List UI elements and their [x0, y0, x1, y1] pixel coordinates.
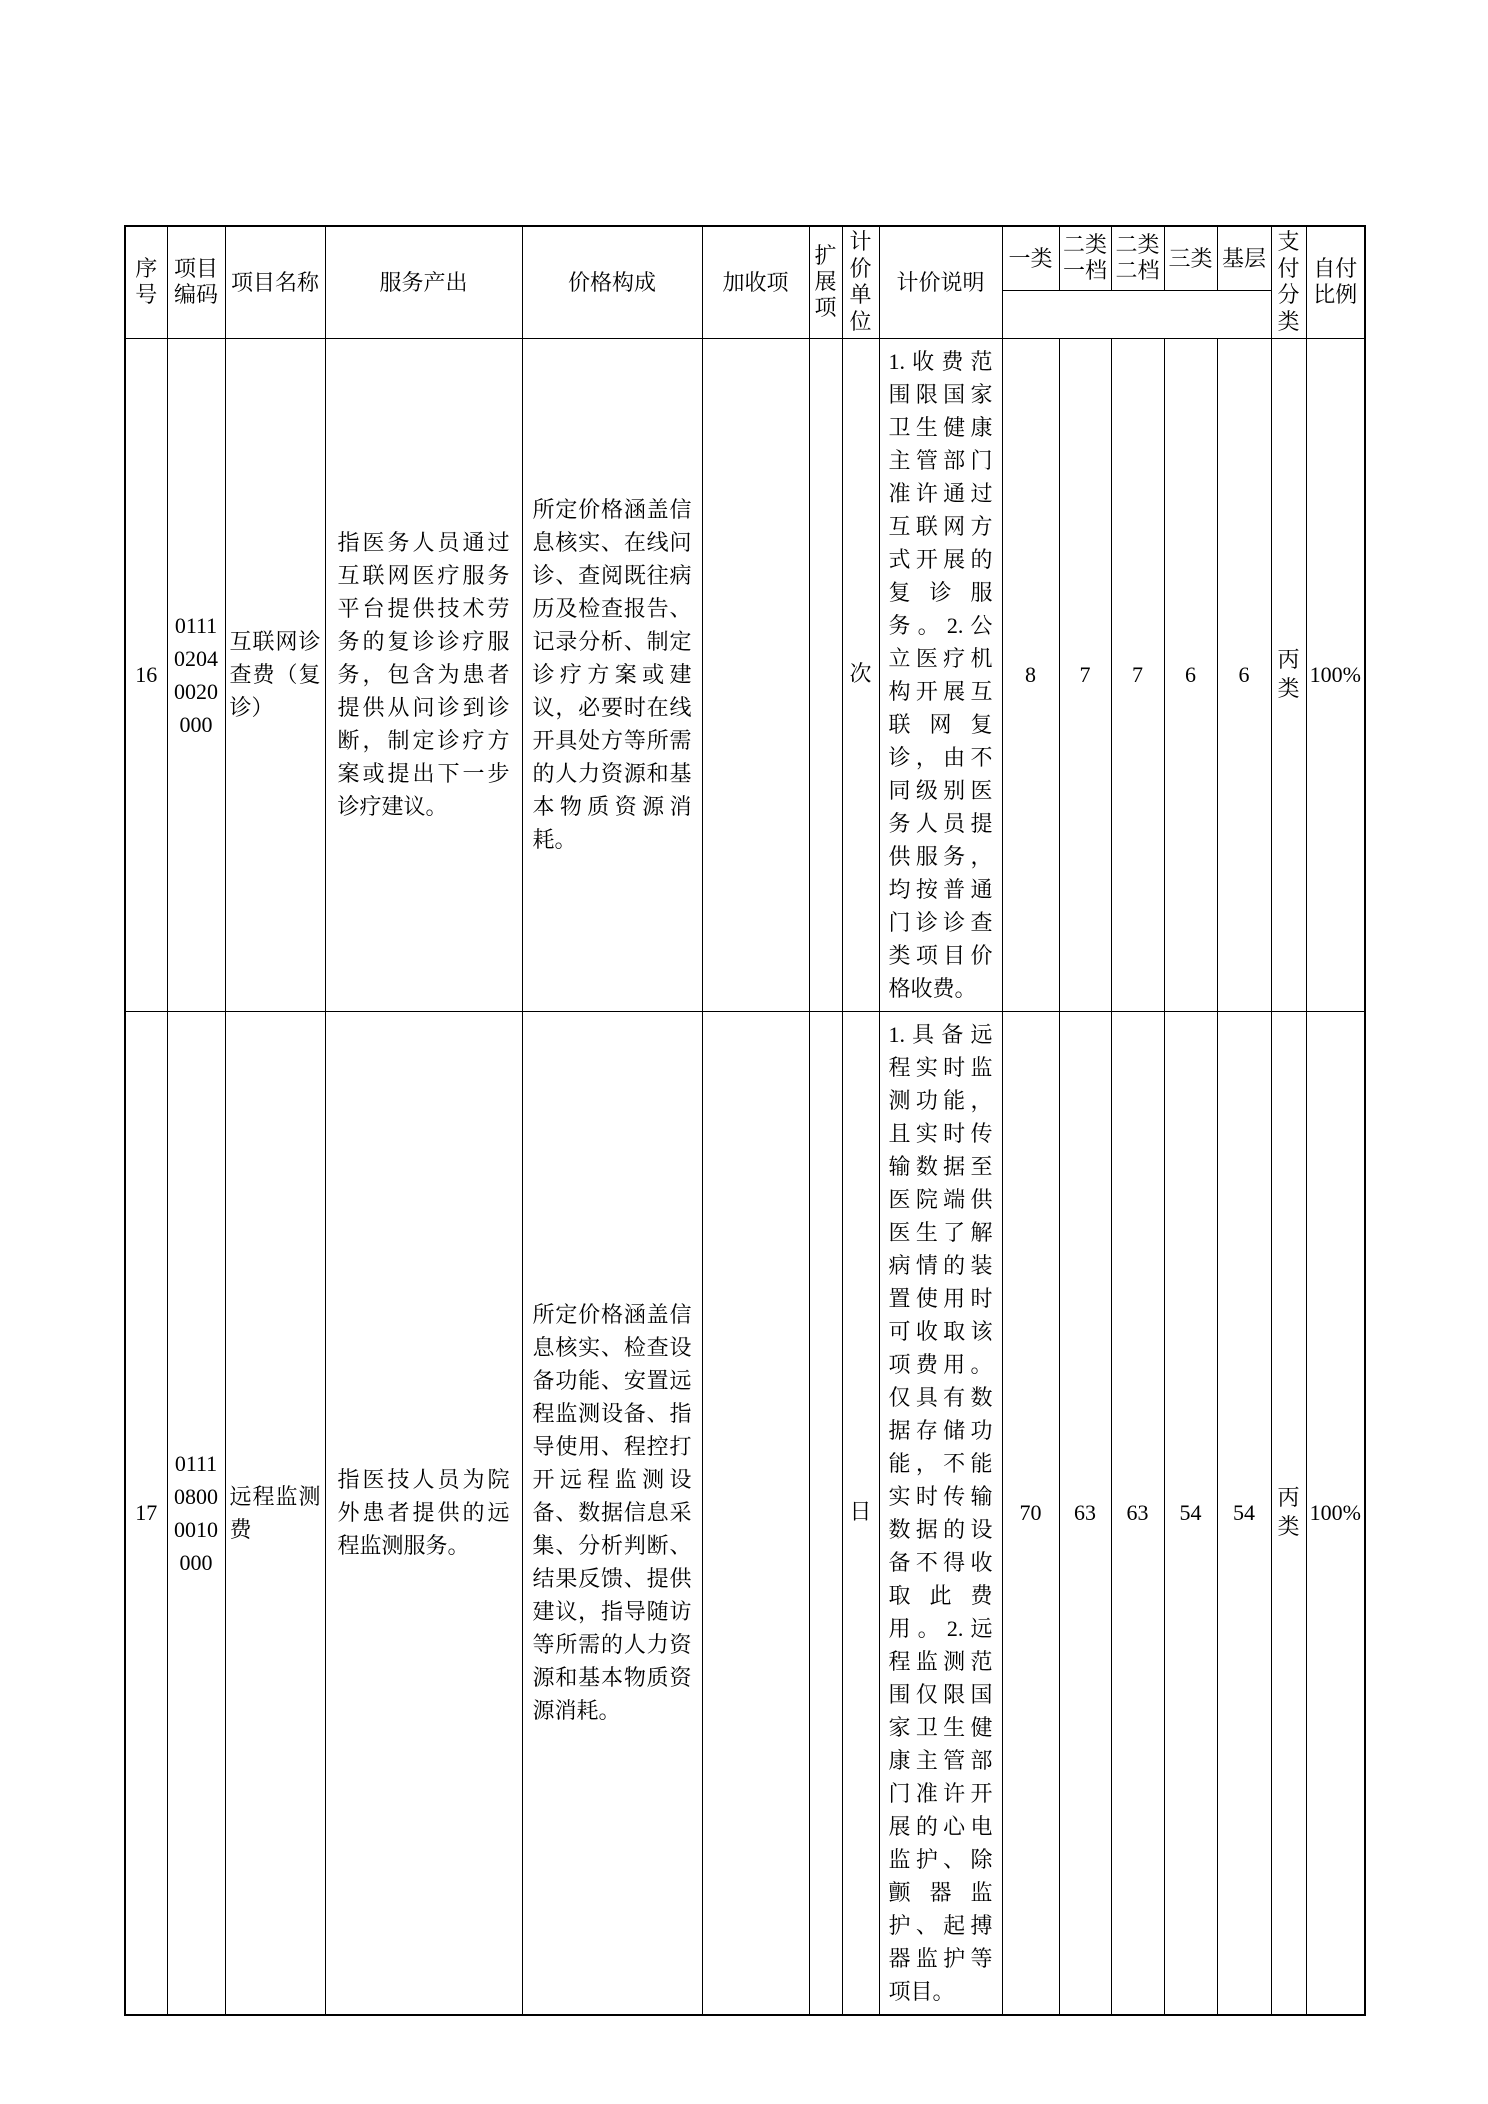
cell-price-tier3: 54	[1164, 1011, 1217, 2015]
cell-pricing-note: 1.具备远程实时监测功能，且实时传输数据至医院端供医生了解病情的装置使用时可收取该项费用。仅具有数据存储功能，不能实时传输数据的设备不得收取此费用。2.远程监测范围仅限国家卫生健康主管部门准许开展的心电监护、除颤器监护、起搏器监护等项目。	[879, 1011, 1002, 2015]
cell-price-tier1: 70	[1002, 1011, 1059, 2015]
col-header-grassroots: 基层	[1217, 226, 1271, 290]
price-unit-note	[1002, 290, 1271, 338]
cell-self-pay-ratio: 100%	[1306, 1011, 1365, 2015]
col-header-surcharge: 加收项	[702, 226, 809, 338]
col-header-self-pay-ratio: 自付比例	[1306, 226, 1365, 338]
header-row-1	[125, 226, 1365, 290]
cell-price-composition: 所定价格涵盖信息核实、在线问诊、查阅既往病历及检查报告、记录分析、制定诊疗方案或建议，必要时在线开具处方等所需的人力资源和基本物质资源消耗。	[522, 338, 702, 1011]
col-header-tier2-grade2: 二类二档	[1111, 226, 1164, 290]
cell-pricing-note: 1.收费范围限国家卫生健康主管部门准许通过互联网方式开展的复诊服务。2.公立医疗机构开展互联网复诊，由不同级别医务人员提供服务，均按普通门诊诊查类项目价格收费。	[879, 338, 1002, 1011]
cell-surcharge	[702, 1011, 809, 2015]
cell-price-tier1: 8	[1002, 338, 1059, 1011]
cell-self-pay-ratio: 100%	[1306, 338, 1365, 1011]
cell-expansion	[809, 338, 842, 1011]
cell-price-composition: 所定价格涵盖信息核实、检查设备功能、安置远程监测设备、指导使用、程控打开远程监测设备、数据信息采集、分析判断、结果反馈、提供建议，指导随访等所需的人力资源和基本物质资源消耗。	[522, 1011, 702, 2015]
table-row-17	[125, 1011, 1365, 2015]
col-header-tier2-grade1: 二类一档	[1059, 226, 1111, 290]
cell-pay-class: 丙类	[1271, 1011, 1306, 2015]
cell-service-output: 指医务人员通过互联网医疗服务平台提供技术劳务的复诊诊疗服务，包含为患者提供从问诊到诊断，制定诊疗方案或提出下一步诊疗建议。	[325, 338, 522, 1011]
col-header-tier1: 一类	[1002, 226, 1059, 290]
cell-surcharge	[702, 338, 809, 1011]
cell-project-name: 互联网诊查费（复诊）	[225, 338, 325, 1011]
cell-pay-class: 丙类	[1271, 338, 1306, 1011]
cell-price-tier2-grade1: 63	[1059, 1011, 1111, 2015]
col-header-output: 服务产出	[325, 226, 522, 338]
cell-service-output: 指医技人员为院外患者提供的远程监测服务。	[325, 1011, 522, 2015]
cell-project-code: 0111 0204 0020 000	[167, 338, 225, 1011]
cell-price-grassroots: 54	[1217, 1011, 1271, 2015]
cell-price-grassroots: 6	[1217, 338, 1271, 1011]
cell-unit: 日	[842, 1011, 879, 2015]
col-header-seq: 序号	[125, 226, 167, 338]
col-header-expansion: 扩展项	[809, 226, 842, 338]
col-header-code: 项目编码	[167, 226, 225, 338]
cell-expansion	[809, 1011, 842, 2015]
col-header-unit: 计价单位	[842, 226, 879, 338]
cell-price-tier2-grade2: 63	[1111, 1011, 1164, 2015]
cell-price-tier2-grade1: 7	[1059, 338, 1111, 1011]
cell-project-name: 远程监测费	[225, 1011, 325, 2015]
col-header-pay-class: 支付分类	[1271, 226, 1306, 338]
cell-price-tier3: 6	[1164, 338, 1217, 1011]
col-header-tier3: 三类	[1164, 226, 1217, 290]
table-row-16	[125, 338, 1365, 1011]
cell-unit: 次	[842, 338, 879, 1011]
cell-project-code: 0111 0800 0010 000	[167, 1011, 225, 2015]
col-header-price-composition: 价格构成	[522, 226, 702, 338]
cell-seq: 17	[125, 1011, 167, 2015]
cell-seq: 16	[125, 338, 167, 1011]
col-header-pricing-note: 计价说明	[879, 226, 1002, 338]
cell-price-tier2-grade2: 7	[1111, 338, 1164, 1011]
medical-service-fee-table	[124, 225, 1366, 2016]
col-header-name: 项目名称	[225, 226, 325, 338]
